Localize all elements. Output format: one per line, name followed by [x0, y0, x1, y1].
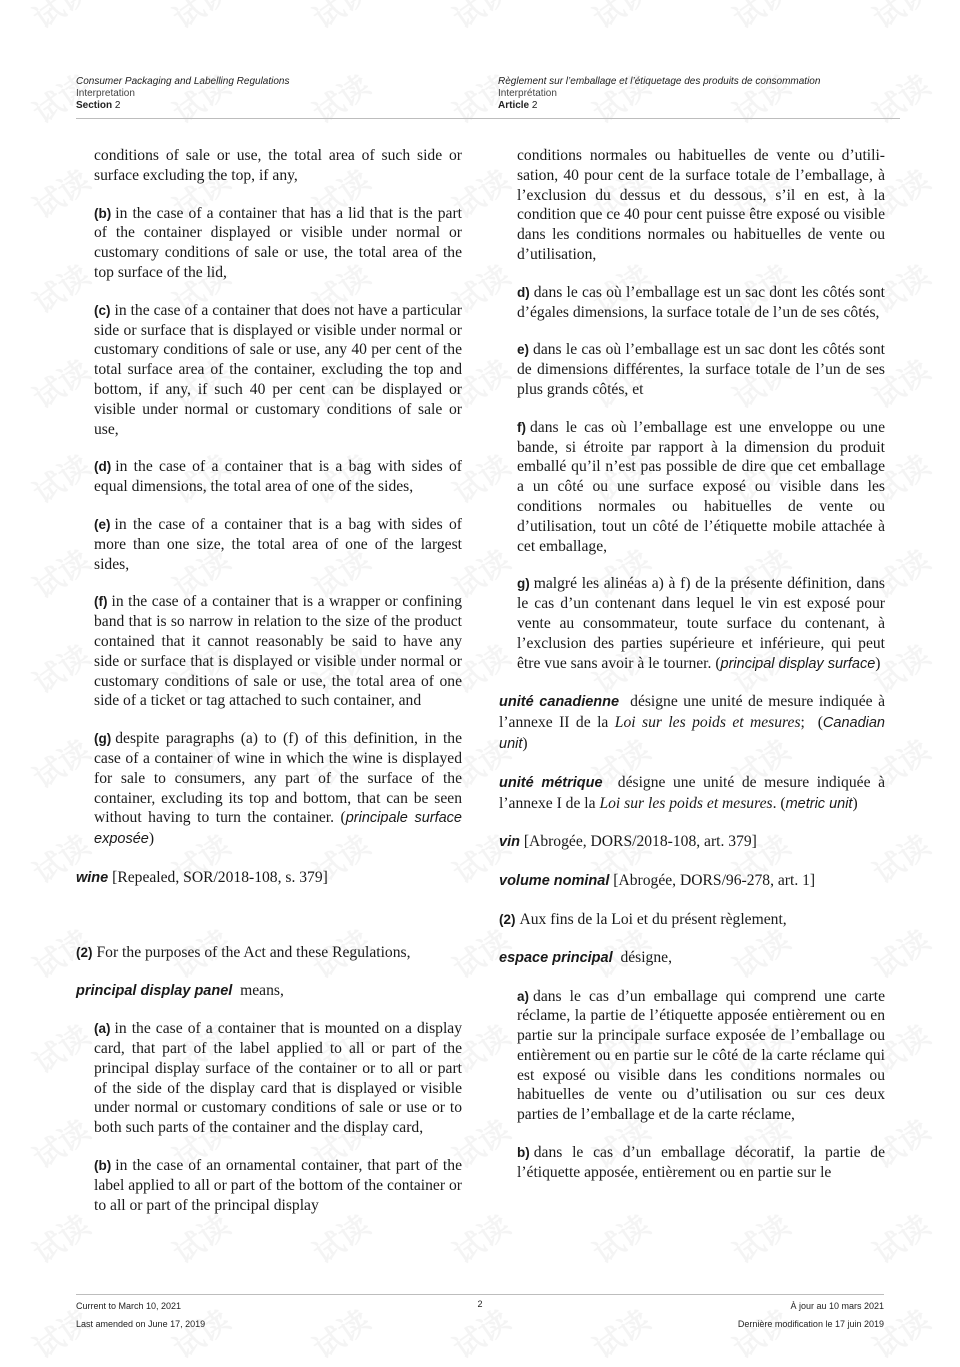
part-title-en: Interpretation [76, 88, 135, 99]
english-column [76, 146, 462, 1233]
section-ref-fr: Article 2 [498, 100, 538, 111]
paragraph-e: (e) in the case of a container that is a bag with sides of more than one size, the total area of one of the largest sides, [94, 515, 462, 573]
watermark-text [723, 0, 797, 37]
page-number: 2 [477, 1299, 483, 1309]
defined-term: unité métrique [499, 774, 603, 791]
alinea-g: g) malgré les alinéas a) à f) de la présente définition, dans le cas d’un contenant dans lequel le vin est exposé pour vente au consommateur, toute surface du contenant, à l’exclusion des parties supérieure et inférieure, qui peut être vue sans avoir à le tourner. (principal display surface) [517, 575, 885, 672]
paragraph-b: (b) in the case of a container that has a lid that is the part of the container displayed or visible under normal or customary conditions of sale or use, the total area of the top surface of the lid, [94, 204, 462, 281]
defined-term: principal display panel [76, 982, 233, 999]
alinea-e: e) dans le cas où l’emballage est un sac dont les côtés sont de dimensions différentes, la surface totale de l’un de ses plus grands côtés, et [517, 341, 885, 398]
current-to-date-fr: À jour au 10 mars 2021 [790, 1301, 884, 1311]
header-english [76, 76, 289, 112]
paragraph-f: (f) in the case of a container that is a wrapper or confining band that is so narrow in relation to the size of the product contained that it cannot reasonably be said to have any side or surface that is displayed or visible under normal or customary conditions of sale or use, the total area of one side of a ticket or tag attached to such container, and [94, 593, 462, 710]
paragraph-d: (d) in the case of a container that is a bag with sides of equal dimensions, the total area of one of the sides, [94, 458, 462, 496]
regulation-title-en: Consumer Packaging and Labelling Regulations [76, 76, 290, 87]
definition-principal-display-panel: principal display panel means, [76, 981, 284, 999]
subsection-2: (2) For the purposes of the Act and these Regulations, [76, 943, 411, 961]
last-amended-fr: Dernière modification le 17 juin 2019 [737, 1319, 884, 1329]
section-ref-en: Section 2 [76, 100, 121, 111]
current-to-date-en: Current to March 10, 2021 [76, 1301, 182, 1311]
watermark-text [303, 0, 377, 37]
watermark-text [23, 0, 97, 37]
french-term-xref: principale surface exposée [94, 810, 462, 848]
defined-term: volume nominal [499, 873, 610, 890]
french-column [499, 146, 885, 1201]
watermark-text [583, 1202, 657, 1272]
alinea-f: f) dans le cas où l’emballage est une enveloppe ou une bande, si étroite par rapport à la dimension du produit emballé qu’il n’est pas possible de dire que cet emballage a un côté ou une surface exposé ou visible dans les conditions normales ou habituelles de vente ou d’utilisation, tout un côté de l’étiquette mobile attachée à cet emballage, [517, 418, 885, 555]
definition-unite-metrique: unité métrique désigne une unité de mesure indiquée à l’annexe I de la Loi sur les poids et mesures. (metric unit) [499, 773, 886, 812]
page-header [76, 76, 900, 119]
page-footer [76, 1294, 884, 1337]
definition-espace-principal: espace principal désigne, [499, 948, 672, 966]
definition-vin: vin [Abrogée, DORS/2018-108, art. 379] [499, 833, 757, 851]
alinea-d: d) dans le cas où l’emballage est un sac dont les côtés sont d’égales dimensions, la surface totale de l’un de ses côtés, [517, 283, 885, 321]
defined-term: espace principal [499, 949, 613, 966]
last-amended-en: Last amended on June 17, 2019 [76, 1319, 206, 1329]
regulation-title-fr: Règlement sur l’emballage et l’étiquetage des produits de consommation [498, 76, 821, 87]
act-title: Loi sur les poids et mesures [614, 714, 801, 732]
definition-wine: wine [Repealed, SOR/2018-108, s. 379] [76, 868, 328, 886]
continuation-text: conditions of sale or use, the total area of such side or surface excluding the top, if any, [94, 147, 462, 184]
watermark-text [863, 0, 937, 37]
paragraphe-2: (2) Aux fins de la Loi et du présent règlement, [499, 910, 787, 928]
header-french [498, 76, 820, 112]
english-term-xref: metric unit [785, 795, 853, 812]
defined-term: unité canadienne [499, 694, 620, 711]
pdp-paragraph-a: (a) in the case of a container that is mounted on a display card, that part of the label applied to all or part of the principal display surface of the container or to all or part of the side of the display card that is displayed or visible under normal or customary conditions of sale or use or to both such parts of the container and the display card, [94, 1020, 462, 1137]
paragraph-g: (g) despite paragraphs (a) to (f) of this definition, in the case of a container of wine in which the wine is displayed for sale to consumers, any part of the surface of the container, excluding its top and bottom, that can be seen without having to turn the container. (principale surface exposée) [94, 730, 462, 848]
espace-alinea-a: a) dans le cas d’un emballage qui comprend une carte réclame, la partie de l’étiquette apposée entièrement ou en partie sur la principale surface exposée de l’emballage ou entièrement ou en partie sur le côté de la carte réclame qui est exposé ou visible dans les conditions normales ou habituelles de vente ou d’utilisation ou sur ces deux parties de l’emballage et de la carte réclame, [517, 987, 885, 1124]
definition-unite-canadienne: unité canadienne désigne une unité de mesure indiquée à l’annexe II de la Loi sur les poids et mesures; (Canadian unit) [499, 693, 885, 752]
english-term-xref: principal display surface [720, 655, 876, 672]
paragraph-c: (c) in the case of a container that does not have a particular side or surface that is displayed or visible under normal or customary conditions of sale or use, any 40 per cent of the total surface area of the container, excluding the top and bottom, if any, if such 40 per cent can be displayed or visible under normal or customary conditions of sale or use, [94, 301, 462, 438]
watermark-text [443, 0, 517, 37]
watermark-text [163, 0, 237, 37]
defined-term: vin [499, 834, 520, 851]
defined-term: wine [76, 869, 109, 886]
watermark-text [723, 1202, 797, 1272]
watermark-text [863, 1202, 937, 1272]
act-title: Loi sur les poids et mesures [599, 794, 773, 812]
watermark-text [583, 0, 657, 37]
continuation-text-fr: conditions normales ou habituelles de vente ou d’utilisation, 40 pour cent de la surface totale de l’emballage, à l’exclusion du dessus et du dessous, s’il en est, à la condition que ce 40 pour cent puisse être exposé ou visible dans les conditions normales ou habituelles de vente ou d’utilisation, [517, 147, 885, 263]
pdp-paragraph-b: (b) in the case of an ornamental container, that part of the label applied to all or part of the bottom of the container or to all or part of the principal display [94, 1157, 462, 1214]
espace-alinea-b: b) dans le cas d’un emballage décoratif, la partie de l’étiquette apposée, entièrement ou en partie sur le [517, 1144, 885, 1181]
definition-volume-nominal: volume nominal [Abrogée, DORS/96-278, art. 1] [499, 872, 816, 890]
part-title-fr: Interprétation [498, 88, 557, 99]
english-term-xref: Canadian unit [499, 715, 885, 752]
